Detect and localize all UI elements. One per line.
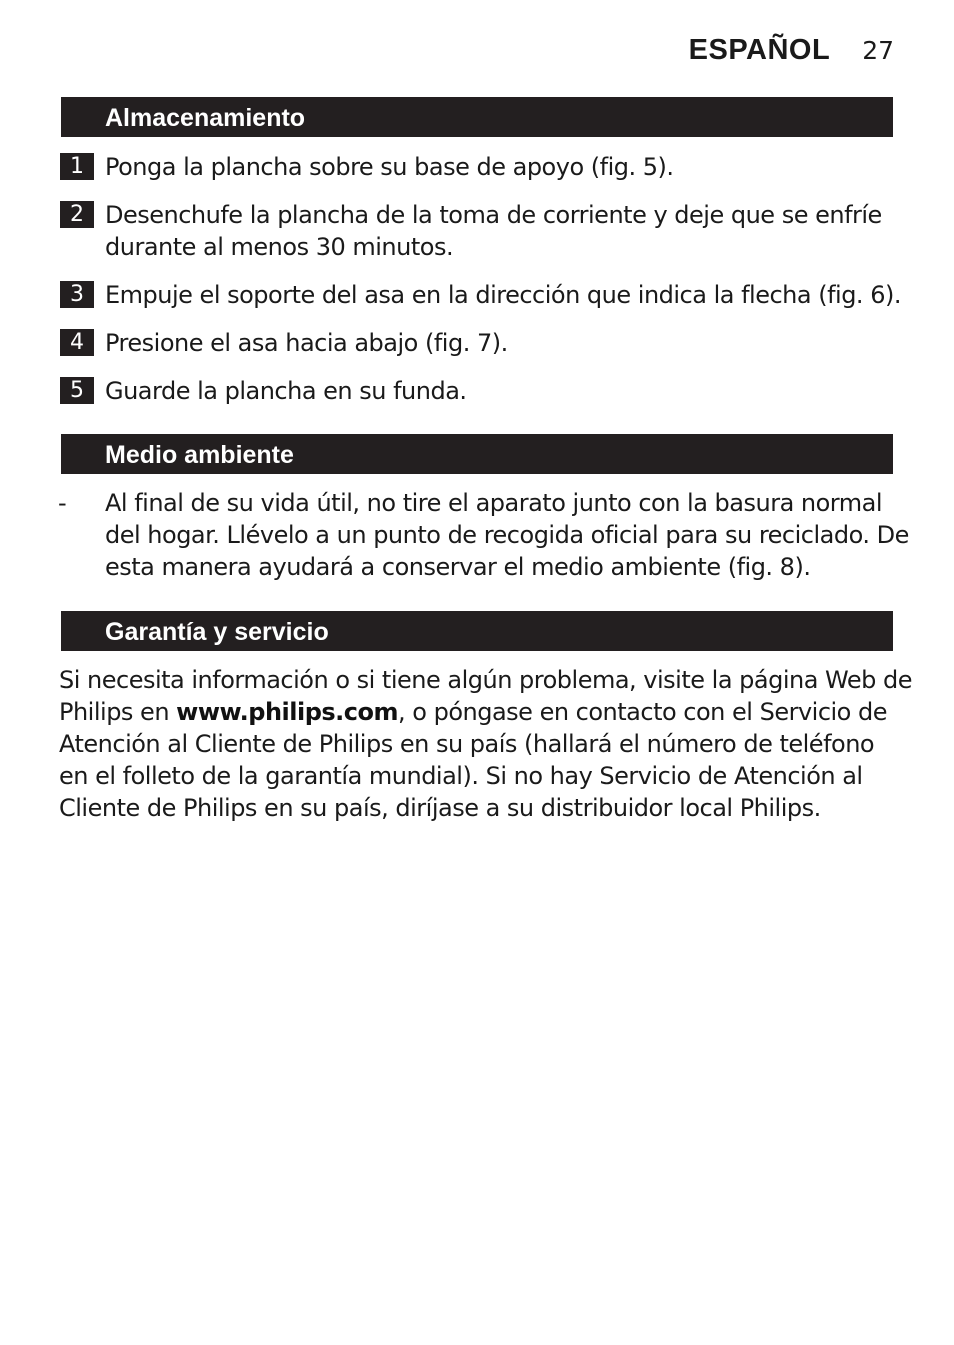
bullet-text-line: esta manera ayudará a conservar el medio ambiente (fig. 8). [105, 553, 811, 581]
step-number: 5 [60, 377, 94, 404]
step-number: 1 [60, 153, 94, 180]
section-title-environment: Medio ambiente [61, 434, 893, 474]
step-text: Presione el asa hacia abajo (fig. 7). [105, 329, 508, 357]
bullet-text-line: del hogar. Llévelo a un punto de recogida oficial para su reciclado. De [105, 521, 909, 549]
step-text: Guarde la plancha en su funda. [105, 377, 467, 405]
language-label: ESPAÑOL [688, 34, 831, 66]
page-number: 27 [862, 36, 894, 65]
philips-website-link[interactable]: www.philips.com [176, 698, 399, 726]
section-title-warranty: Garantía y servicio [61, 611, 893, 651]
bullet-dash: - [58, 489, 67, 517]
step-text: Empuje el soporte del asa en la dirección que indica la flecha (fig. 6). [105, 281, 901, 309]
warranty-text-segment: Philips en [59, 698, 177, 726]
step-text: Ponga la plancha sobre su base de apoyo (fig. 5). [105, 153, 674, 181]
step-number: 4 [60, 329, 94, 356]
bullet-text-line: Al final de su vida útil, no tire el aparato junto con la basura normal [105, 489, 883, 517]
warranty-text-line: Atención al Cliente de Philips en su país (hallará el número de teléfono [59, 730, 875, 758]
step-text-line: Desenchufe la plancha de la toma de corriente y deje que se enfríe [105, 201, 882, 229]
warranty-text-line: Si necesita información o si tiene algún problema, visite la página Web de [59, 666, 913, 694]
warranty-text-segment: , o póngase en contacto con el Servicio de [398, 698, 887, 726]
step-number: 3 [60, 281, 94, 308]
step-text-line: durante al menos 30 minutos. [105, 233, 454, 261]
page-header [689, 34, 894, 67]
step-number: 2 [60, 201, 94, 228]
warranty-text-line: Cliente de Philips en su país, diríjase a su distribuidor local Philips. [59, 794, 821, 822]
section-title-storage: Almacenamiento [61, 97, 893, 137]
warranty-text-line: en el folleto de la garantía mundial). Si no hay Servicio de Atención al [59, 762, 863, 790]
warranty-text-line [59, 696, 887, 728]
